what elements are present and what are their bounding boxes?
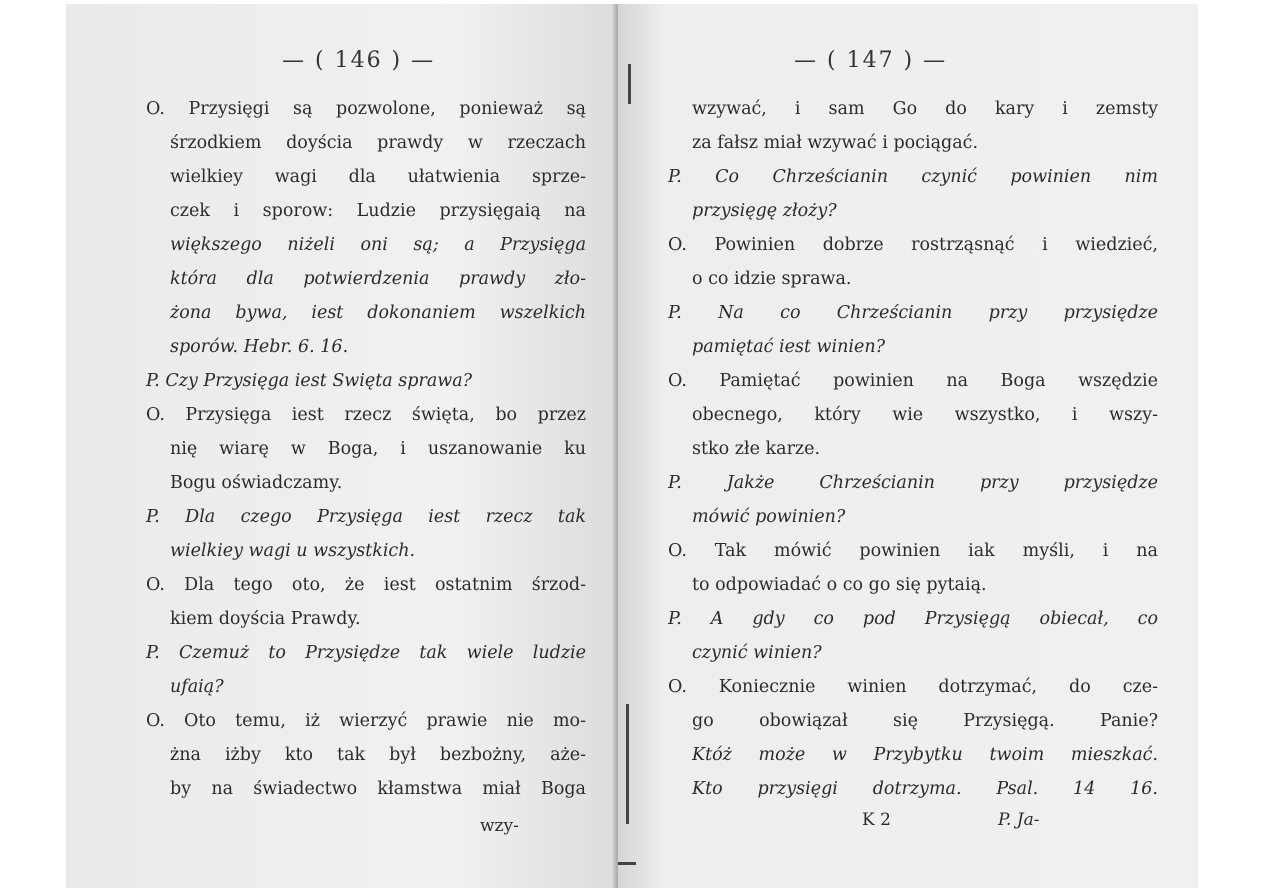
text-line: która dla potwierdzenia prawdy zło-	[170, 269, 586, 289]
text-line: P. Dla czego Przysięga iest rzecz tak	[146, 507, 586, 527]
text-line: śrzodkiem doyścia prawdy w rzeczach	[170, 133, 586, 153]
text-line: O. Koniecznie winien dotrzymać, do cze-	[668, 677, 1158, 697]
text-line: większego niżeli oni są; a Przysięga	[170, 235, 586, 255]
text-line: pamiętać iest winien?	[692, 337, 885, 357]
text-line: ufaią?	[170, 677, 224, 697]
text-line: wielkiey wagi dla ułatwienia sprze-	[170, 167, 586, 187]
text-line: wzywać, i sam Go do kary i zemsty	[692, 99, 1158, 119]
text-line: wielkiey wagi u wszystkich.	[170, 541, 416, 561]
text-line: O. Powinien dobrze rostrząsnąć i wiedzieć,	[668, 235, 1158, 255]
right-page-text	[668, 92, 1158, 806]
right-page	[618, 4, 1198, 888]
left-catchword: wzy-	[480, 816, 519, 836]
text-line: kiem doyścia Prawdy.	[170, 609, 361, 629]
text-line: O. Dla tego oto, że iest ostatnim śrzod-	[146, 575, 586, 595]
text-line: Bogu oświadczamy.	[170, 473, 343, 493]
text-line: Któż może w Przybytku twoim mieszkać.	[692, 745, 1158, 765]
right-page-number: — ( 147 ) —	[794, 48, 948, 73]
text-line: P. Czy Przysięga iest Swięta sprawa?	[146, 371, 473, 391]
text-line: O. Przysięgi są pozwolone, ponieważ są	[146, 99, 586, 119]
text-line: mówić powinien?	[692, 507, 846, 527]
left-page-text	[146, 92, 586, 806]
binding-mark	[618, 862, 636, 865]
text-line: stko złe karze.	[692, 439, 821, 459]
book-scan	[66, 4, 1198, 888]
text-line: O. Tak mówić powinien iak myśli, i na	[668, 541, 1158, 561]
signature-mark: K 2	[862, 810, 891, 830]
text-line: P. Na co Chrześcianin przy przysiędze	[668, 303, 1158, 323]
text-line: O. Oto temu, iż wierzyć prawie nie mo-	[146, 711, 586, 731]
text-line: O. Przysięga iest rzecz święta, bo przez	[146, 405, 586, 425]
text-line: obecnego, który wie wszystko, i wszy-	[692, 405, 1158, 425]
binding-mark	[628, 64, 631, 104]
text-line: P. Czemuż to Przysiędze tak wiele ludzie	[146, 643, 586, 663]
binding-mark	[626, 704, 629, 824]
text-line: czynić winien?	[692, 643, 822, 663]
text-line: Kto przysięgi dotrzyma. Psal. 14 16.	[692, 779, 1158, 799]
text-line: żona bywa, iest dokonaniem wszelkich	[170, 303, 586, 323]
text-line: P. A gdy co pod Przysięgą obiecał, co	[668, 609, 1158, 629]
text-line: by na świadectwo kłamstwa miał Boga	[170, 779, 586, 799]
text-line: nię wiarę w Boga, i uszanowanie ku	[170, 439, 586, 459]
right-catchword: P. Ja-	[998, 810, 1040, 830]
text-line: żna iżby kto tak był bezbożny, aże-	[170, 745, 586, 765]
text-line: P. Co Chrześcianin czynić powinien nim	[668, 167, 1158, 187]
text-line: o co idzie sprawa.	[692, 269, 852, 289]
text-line: P. Jakże Chrześcianin przy przysiędze	[668, 473, 1158, 493]
text-line: O. Pamiętać powinien na Boga wszędzie	[668, 371, 1158, 391]
text-line: go obowiązał się Przysięgą. Panie?	[692, 711, 1158, 731]
text-line: przysięgę złoży?	[692, 201, 837, 221]
text-line: za fałsz miał wzywać i pociągać.	[692, 133, 979, 153]
text-line: to odpowiadać o co go się pytaią.	[692, 575, 987, 595]
left-page	[66, 4, 618, 888]
left-page-number: — ( 146 ) —	[282, 48, 436, 73]
text-line: sporów. Hebr. 6. 16.	[170, 337, 349, 357]
text-line: czek i sporow: Ludzie przysięgaią na	[170, 201, 586, 221]
